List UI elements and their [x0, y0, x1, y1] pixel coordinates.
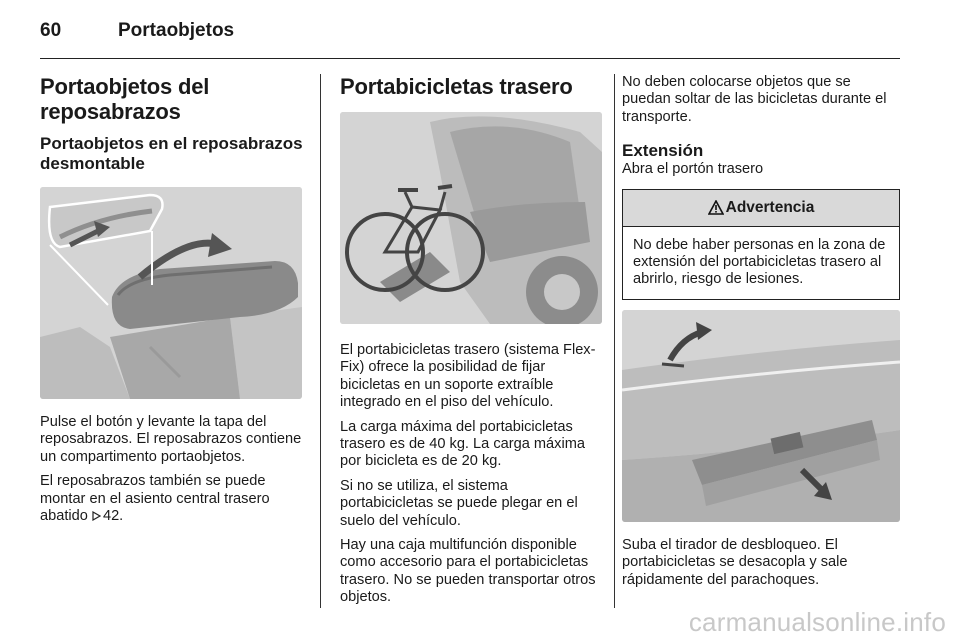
paragraph-armrest-open: Pulse el botón y levante la tapa del reposabrazos. El reposabrazos contiene un compartimento portaobjetos. [40, 414, 302, 465]
paragraph-armrest-mount [40, 473, 304, 525]
watermark-text: carmanualsonline.info [688, 607, 946, 637]
cross-reference-page[interactable]: 42. [102, 508, 124, 525]
instruction-open-tailgate: Abra el portón trasero [622, 161, 764, 178]
warning-box [622, 189, 900, 300]
paragraph-armrest-mount-text: El reposabrazos también se puede montar en el asiento central trasero abatido [40, 473, 270, 525]
warning-text: No debe haber personas en la zona de extensión del portabicicletas trasero al abrirlo, riesgo de lesiones. [633, 236, 886, 288]
section-heading-bike-carrier: Portabicicletas trasero [340, 74, 573, 99]
column-divider-2 [614, 74, 615, 608]
paragraph-fold: Si no se utiliza, el sistema portabicicletas se puede plegar en el suelo del vehículo. [340, 477, 578, 529]
page-number: 60 [40, 20, 62, 41]
paragraph-release-handle: Suba el tirador de desbloqueo. El portabicicletas se desacopla y sale rápidamente del parachoques. [622, 536, 848, 588]
column-armrest [40, 74, 304, 525]
paragraph-loose-objects: No deben colocarse objetos que se puedan soltar de las bicicletas durante el transporte. [622, 74, 887, 125]
header-divider [40, 58, 900, 59]
column-extension [622, 74, 900, 589]
warning-body [623, 227, 899, 299]
subheading-extension: Extensión [622, 141, 704, 161]
section-heading-armrest: Portaobjetos del reposabrazos [40, 74, 210, 124]
armrest-illustration [40, 187, 302, 399]
paragraph-bike-carrier-intro: El portabicicletas trasero (sistema Flex-Fix) ofrece la posibilidad de fijar bicicletas en un soporte extraíble integrado en el piso del vehículo. [340, 342, 596, 411]
warning-title: Advertencia [725, 198, 815, 216]
paragraph-max-load: La carga máxima del portabicicletas trasero es de 40 kg. La carga máxima por bicicleta es de 20 kg. [340, 418, 585, 470]
page-title: Portaobjetos [118, 20, 235, 41]
subheading-removable-armrest: Portaobjetos en el reposabrazos desmontable [40, 134, 303, 173]
cross-reference-icon [92, 509, 101, 519]
column-bike-carrier [340, 74, 602, 607]
warning-triangle-icon [708, 200, 724, 215]
page-header [40, 18, 900, 60]
column-divider-1 [320, 74, 321, 608]
extension-illustration [622, 310, 900, 522]
paragraph-multifunction-box: Hay una caja multifunción disponible como accesorio para el portabicicletas trasero. No se pueden transportar otros objetos. [340, 537, 596, 606]
warning-header [623, 190, 899, 227]
bike-carrier-illustration [340, 112, 602, 324]
